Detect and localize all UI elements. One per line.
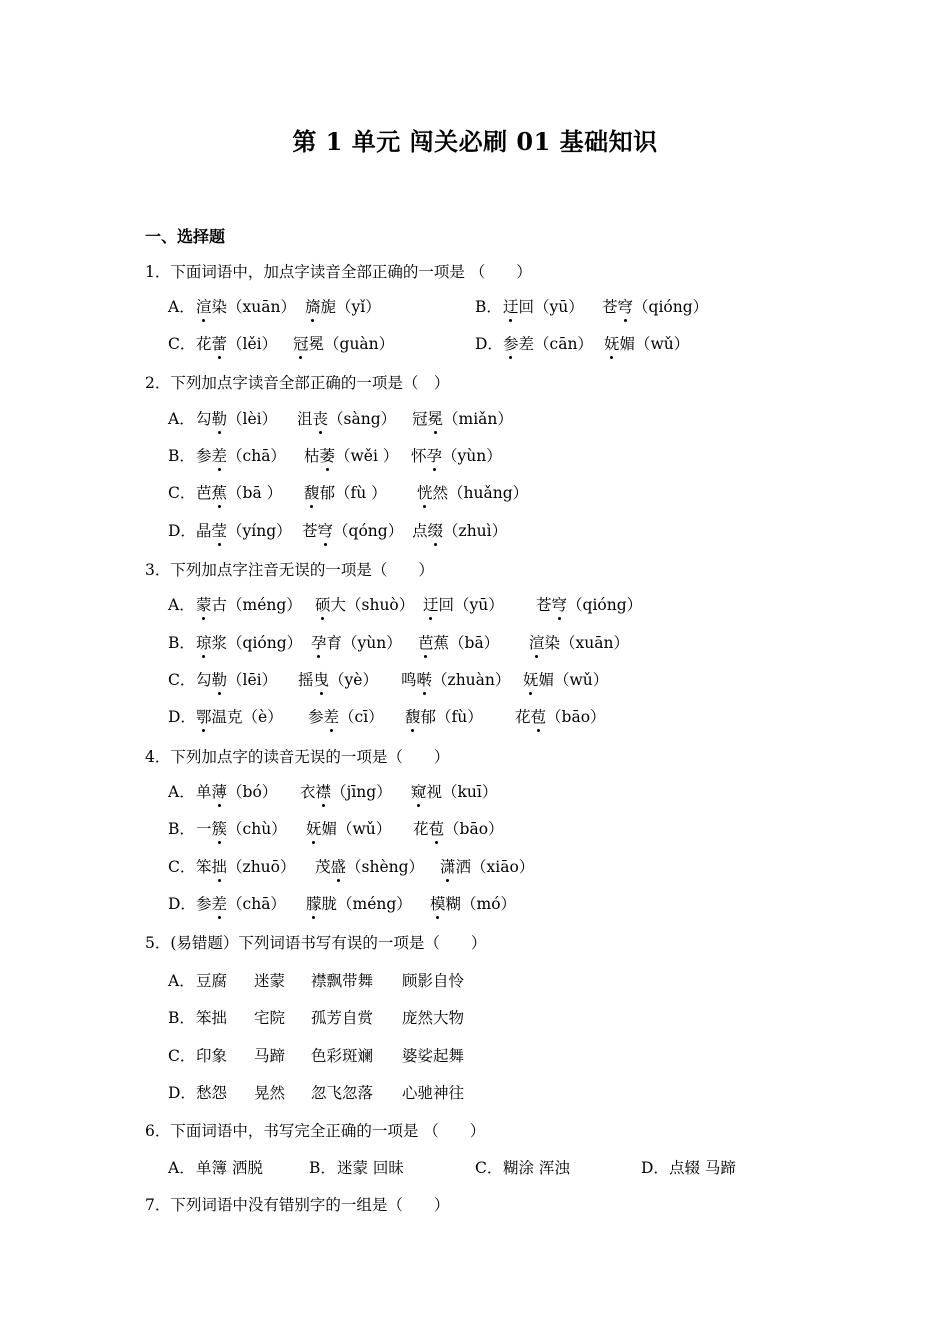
option-text: （cī）	[339, 708, 384, 726]
option-label: B．	[168, 634, 195, 652]
option-item	[304, 483, 387, 503]
option-text: 茂	[315, 858, 331, 876]
option-item	[196, 1158, 263, 1178]
option-label: D．	[168, 708, 196, 726]
dotted-character: 窥	[411, 783, 427, 801]
dotted-character: 馥	[304, 484, 320, 502]
option-label: A．	[168, 298, 195, 316]
option-item	[196, 894, 286, 914]
dotted-character: 迂	[503, 298, 519, 316]
dotted-character: 蕉	[211, 484, 228, 502]
option-text: 色彩斑斓	[311, 1047, 374, 1065]
option-text: （miǎn）	[443, 410, 513, 428]
option-text: 怀	[411, 447, 427, 465]
dotted-character: 孕	[426, 447, 443, 465]
option-text: （yè）	[329, 671, 378, 689]
dotted-character: 差	[211, 447, 228, 465]
option-item	[411, 782, 497, 802]
dotted-character: 勒	[211, 410, 228, 428]
dotted-character: 丧	[312, 410, 329, 428]
option-label: C．	[168, 671, 196, 689]
option-item	[196, 446, 286, 466]
option-label: C．	[168, 1047, 196, 1065]
dotted-character: 盛	[330, 858, 347, 876]
option-text: 婆娑起舞	[402, 1047, 465, 1065]
option-text: 宅院	[254, 1009, 286, 1027]
option-item	[196, 334, 277, 354]
option-item	[523, 670, 608, 690]
option-label: C．	[168, 858, 196, 876]
option-item	[503, 334, 593, 354]
option-text: 然（huǎng）	[432, 484, 529, 502]
option-item	[196, 521, 292, 541]
option-text: 苍	[536, 596, 552, 614]
option-item	[196, 633, 302, 653]
option-text: 枯	[304, 447, 320, 465]
dotted-character: 穹	[551, 596, 568, 614]
option-text: （bāo）	[444, 820, 504, 838]
option-item	[402, 1008, 464, 1028]
option-text: 单簿 洒脱	[196, 1159, 263, 1177]
option-item	[196, 483, 282, 503]
option-text: （zhuō）	[227, 858, 296, 876]
option-item	[430, 894, 516, 914]
option-text: 糊（mó）	[445, 895, 517, 913]
option-text: 愁怨	[196, 1084, 228, 1102]
option-item	[254, 1008, 285, 1028]
page-title: 第 1 单元 闯关必刷 01 基础知识	[292, 127, 658, 156]
question-stem: 7．下列词语中没有错别字的一组是（ ）	[145, 1196, 450, 1214]
option-text: 回（yū）	[518, 298, 584, 316]
option-text: （yíng）	[227, 522, 292, 540]
option-text: 花	[515, 708, 531, 726]
option-item	[311, 1046, 373, 1066]
option-item	[503, 1158, 570, 1178]
option-text: （chā）	[227, 895, 286, 913]
dotted-character: 苞	[428, 820, 445, 838]
option-text: （lèi）	[227, 410, 278, 428]
option-text: 苍	[602, 298, 618, 316]
option-text: 古（méng）	[211, 596, 302, 614]
option-item	[297, 409, 396, 429]
option-text: 沮	[297, 410, 313, 428]
option-item	[196, 297, 296, 317]
option-text: 视（kuī）	[426, 783, 498, 801]
dotted-character: 硕	[315, 596, 331, 614]
option-label: D．	[641, 1159, 669, 1177]
dotted-character: 孕	[311, 634, 327, 652]
option-text: 蕉（bā）	[433, 634, 500, 652]
option-text: （bó）	[227, 783, 278, 801]
option-text: 花	[196, 335, 212, 353]
option-text: 印象	[196, 1047, 228, 1065]
option-item	[308, 707, 384, 727]
option-text: 大（shuò）	[330, 596, 415, 614]
option-text: 染（xuān）	[544, 634, 629, 652]
option-item	[196, 707, 283, 727]
option-text: 参	[196, 447, 212, 465]
option-text: 迷蒙 回昧	[337, 1159, 404, 1177]
option-text: 点	[412, 522, 428, 540]
dotted-character: 妩	[523, 671, 539, 689]
option-text: 衣	[300, 783, 316, 801]
option-text: 晃然	[254, 1084, 286, 1102]
option-item	[311, 971, 373, 991]
option-text: 襟飘带舞	[311, 972, 374, 990]
option-text: 媚（wǔ）	[538, 671, 609, 689]
dotted-character: 冠	[293, 335, 309, 353]
option-label: D．	[168, 895, 196, 913]
option-text: 笨	[196, 858, 212, 876]
question-stem: 1．下面词语中，加点字读音全部正确的一项是 （ ）	[145, 263, 532, 281]
option-text: 豆腐	[196, 972, 228, 990]
option-item	[305, 297, 381, 317]
option-item	[411, 446, 502, 466]
dotted-character: 模	[430, 895, 446, 913]
dotted-character: 蒙	[196, 596, 212, 614]
option-item	[417, 483, 528, 503]
option-text: 冕（guàn）	[308, 335, 395, 353]
question-stem: 6．下面词语中，书写完全正确的一项是 （ ）	[145, 1122, 486, 1140]
dotted-character: 鄂	[196, 708, 212, 726]
option-label: C．	[168, 335, 196, 353]
option-item	[196, 857, 296, 877]
option-text: （lēi）	[227, 671, 278, 689]
dotted-character: 穹	[317, 522, 334, 540]
dotted-character: 妩	[306, 820, 322, 838]
option-text: 糊涂 浑浊	[503, 1159, 570, 1177]
option-text: 郁（fù）	[420, 708, 483, 726]
option-label: B．	[475, 298, 502, 316]
option-label: C．	[168, 484, 196, 502]
option-item	[196, 409, 277, 429]
dotted-character: 迂	[423, 596, 439, 614]
option-text: （qióng）	[633, 298, 709, 316]
option-text: 媚（wǔ）	[321, 820, 392, 838]
option-item	[254, 971, 285, 991]
dotted-character: 恍	[417, 484, 433, 502]
option-item	[402, 1046, 464, 1066]
option-text: 一	[196, 820, 212, 838]
option-item	[602, 297, 708, 317]
option-item	[440, 857, 534, 877]
option-item	[196, 1083, 227, 1103]
dotted-character: 曳	[313, 671, 330, 689]
option-text: 点辍 马蹄	[669, 1159, 736, 1177]
option-text: 洒（xiāo）	[455, 858, 535, 876]
dotted-character: 潇	[440, 858, 456, 876]
option-text: （zhuì）	[443, 522, 508, 540]
option-item	[669, 1158, 736, 1178]
option-label: A．	[168, 410, 195, 428]
option-label: D．	[475, 335, 503, 353]
option-item	[311, 1083, 373, 1103]
dotted-character: 渲	[196, 298, 212, 316]
option-item	[196, 595, 302, 615]
option-text: 差（cān）	[518, 335, 593, 353]
dotted-character: 渲	[529, 634, 545, 652]
option-text: 浆（qióng）	[211, 634, 303, 652]
option-label: A．	[168, 596, 195, 614]
option-text: 苍	[302, 522, 318, 540]
dotted-character: 莹	[211, 522, 228, 540]
option-text: （chā）	[227, 447, 286, 465]
option-text: 参	[196, 895, 212, 913]
option-label: B．	[168, 447, 195, 465]
option-text: 花	[413, 820, 429, 838]
option-item	[604, 334, 689, 354]
dotted-character: 穹	[617, 298, 634, 316]
option-item	[402, 971, 464, 991]
dotted-character: 薄	[211, 783, 228, 801]
option-text: 忽飞忽落	[311, 1084, 374, 1102]
option-item	[196, 1008, 227, 1028]
section-title: 一、选择题	[145, 227, 226, 246]
option-text: 心驰神往	[402, 1084, 465, 1102]
option-text: （sàng）	[328, 410, 397, 428]
option-text: 单	[196, 783, 212, 801]
dotted-character: 芭	[418, 634, 434, 652]
dotted-character: 萎	[319, 447, 336, 465]
option-item	[503, 297, 584, 317]
dotted-character: 缀	[427, 522, 444, 540]
dotted-character: 苞	[530, 708, 547, 726]
option-text: 旎（yǐ）	[320, 298, 381, 316]
option-item	[536, 595, 642, 615]
dotted-character: 襟	[315, 783, 332, 801]
option-item	[311, 1008, 373, 1028]
option-item	[196, 782, 277, 802]
option-text: 迷蒙	[254, 972, 286, 990]
option-item	[254, 1046, 285, 1066]
option-item	[298, 670, 378, 690]
option-label: A．	[168, 1159, 195, 1177]
option-item	[300, 782, 392, 802]
option-text: （shèng）	[346, 858, 425, 876]
option-text: 育（yùn）	[326, 634, 402, 652]
option-label: B．	[309, 1159, 336, 1177]
option-label: C．	[475, 1159, 503, 1177]
dotted-character: 参	[503, 335, 519, 353]
option-text: 勾	[196, 671, 212, 689]
option-text: 晶	[196, 522, 212, 540]
dotted-character: 旖	[305, 298, 321, 316]
option-text: 勾	[196, 410, 212, 428]
option-item	[196, 971, 227, 991]
option-item	[315, 857, 424, 877]
option-item	[196, 1046, 227, 1066]
option-item	[337, 1158, 404, 1178]
option-text: （bā ）	[227, 484, 283, 502]
option-item	[515, 707, 606, 727]
option-text: 芭	[196, 484, 212, 502]
option-item	[304, 446, 398, 466]
option-item	[302, 521, 403, 541]
option-label: A．	[168, 972, 195, 990]
dotted-character: 勒	[211, 671, 228, 689]
option-text: 摇	[298, 671, 314, 689]
option-text: （qióng）	[567, 596, 643, 614]
option-text: 孤芳自赏	[311, 1009, 374, 1027]
question-stem: 3．下列加点字注音无误的一项是（ ）	[145, 561, 434, 579]
option-item	[401, 670, 510, 690]
dotted-character: 馥	[405, 708, 421, 726]
option-text: 胧（méng）	[321, 895, 412, 913]
dotted-character: 冕	[427, 410, 444, 428]
option-text: （jīng）	[331, 783, 392, 801]
option-text: 染（xuān）	[211, 298, 296, 316]
option-item	[402, 1083, 464, 1103]
option-item	[196, 670, 277, 690]
option-item	[405, 707, 483, 727]
question-stem: 5．(易错题）下列词语书写有误的一项是（ ）	[145, 934, 487, 952]
option-item	[196, 819, 287, 839]
option-text: （wěi ）	[335, 447, 399, 465]
option-text: 马蹄	[254, 1047, 286, 1065]
question-stem: 4．下列加点字的读音无误的一项是（ ）	[145, 748, 450, 766]
option-item	[254, 1083, 285, 1103]
dotted-character: 啭	[416, 671, 433, 689]
option-item	[306, 819, 391, 839]
option-label: D．	[168, 522, 196, 540]
option-text: 媚（wǔ）	[619, 335, 690, 353]
option-label: A．	[168, 783, 195, 801]
dotted-character: 差	[211, 895, 228, 913]
dotted-character: 拙	[211, 858, 228, 876]
option-text: 笨拙	[196, 1009, 228, 1027]
option-label: B．	[168, 1009, 195, 1027]
dotted-character: 蕾	[211, 335, 228, 353]
option-text: 鸣	[401, 671, 417, 689]
option-text: 郁（fù ）	[319, 484, 387, 502]
option-item	[311, 633, 402, 653]
option-item	[315, 595, 414, 615]
option-text: （zhuàn）	[432, 671, 511, 689]
option-text: （lěi）	[227, 335, 278, 353]
option-text: 回（yū）	[438, 596, 504, 614]
option-item	[412, 521, 507, 541]
dotted-character: 琼	[196, 634, 212, 652]
option-text: 温克（è）	[211, 708, 283, 726]
option-text: （chù）	[227, 820, 287, 838]
option-item	[413, 819, 504, 839]
option-label: B．	[168, 820, 195, 838]
option-text: （yùn）	[442, 447, 502, 465]
option-item	[293, 334, 394, 354]
option-text: 庞然大物	[402, 1009, 465, 1027]
option-text: （qóng）	[333, 522, 404, 540]
option-text: 参	[308, 708, 324, 726]
option-item	[529, 633, 629, 653]
question-stem: 2．下列加点字读音全部正确的一项是（ ）	[145, 374, 450, 392]
option-label: D．	[168, 1084, 196, 1102]
option-item	[423, 595, 504, 615]
option-text: 冠	[412, 410, 428, 428]
dotted-character: 妩	[604, 335, 620, 353]
option-text: （bāo）	[546, 708, 606, 726]
dotted-character: 差	[323, 708, 340, 726]
option-item	[412, 409, 513, 429]
option-item	[418, 633, 499, 653]
dotted-character: 簇	[211, 820, 228, 838]
option-text: 顾影自怜	[402, 972, 465, 990]
option-item	[306, 894, 412, 914]
dotted-character: 朦	[306, 895, 322, 913]
